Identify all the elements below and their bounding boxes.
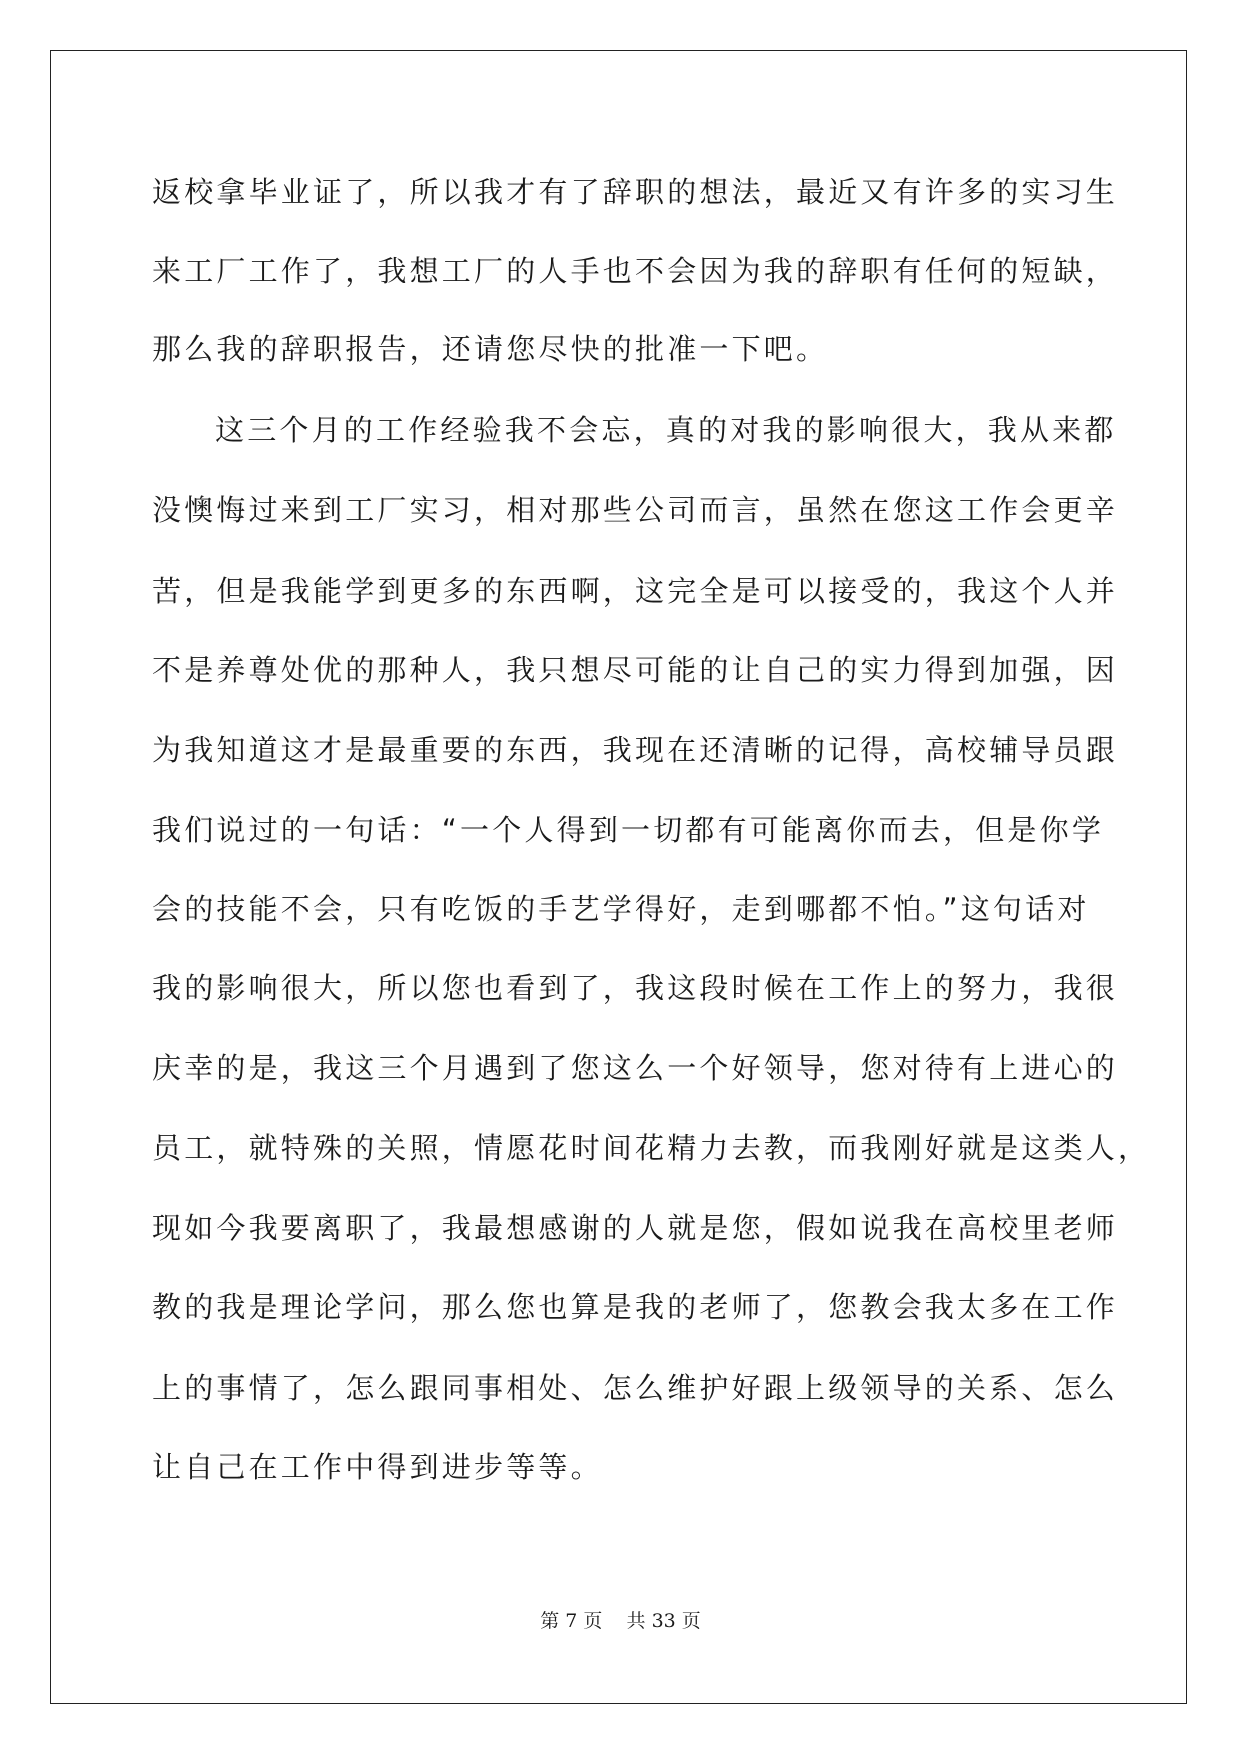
paragraph-line: 上的事情了，怎么跟同事相处、怎么维护好跟上级领导的关系、怎么	[152, 1371, 1119, 1405]
paragraph-line: 苦，但是我能学到更多的东西啊，这完全是可以接受的，我这个人并	[152, 574, 1119, 608]
paragraph-line: 不是养尊处优的那种人，我只想尽可能的让自己的实力得到加强，因	[152, 653, 1119, 687]
paragraph-line: 员工，就特殊的关照，情愿花时间花精力去教，而我刚好就是这类人，	[152, 1131, 1151, 1165]
paragraph-line: 现如今我要离职了，我最想感谢的人就是您，假如说我在高校里老师	[152, 1211, 1119, 1245]
paragraph-line: 让自己在工作中得到进步等等。	[152, 1450, 603, 1484]
paragraph-line: 那么我的辞职报告，还请您尽快的批准一下吧。	[152, 332, 829, 366]
paragraph-line: 来工厂工作了，我想工厂的人手也不会因为我的辞职有任何的短缺，	[152, 254, 1119, 288]
paragraph-line: 没懊悔过来到工厂实习，相对那些公司而言，虽然在您这工作会更辛	[152, 493, 1119, 527]
paragraph-line: 会的技能不会，只有吃饭的手艺学得好，走到哪都不怕。”这句话对	[152, 892, 1090, 926]
paragraph-line: 返校拿毕业证了，所以我才有了辞职的想法，最近又有许多的实习生	[152, 175, 1119, 209]
paragraph-line: 这三个月的工作经验我不会忘，真的对我的影响很大，我从来都	[215, 413, 1117, 447]
paragraph-line: 我的影响很大，所以您也看到了，我这段时候在工作上的努力，我很	[152, 971, 1119, 1005]
paragraph-line: 庆幸的是，我这三个月遇到了您这么一个好领导，您对待有上进心的	[152, 1051, 1119, 1085]
paragraph-line: 为我知道这才是最重要的东西，我现在还清晰的记得，高校辅导员跟	[152, 733, 1119, 767]
page-number: 第 7 页 共 33 页	[540, 1610, 701, 1632]
paragraph-line: 教的我是理论学问，那么您也算是我的老师了，您教会我太多在工作	[152, 1290, 1119, 1324]
paragraph-line: 我们说过的一句话：“一个人得到一切都有可能离你而去，但是你学	[152, 813, 1105, 847]
